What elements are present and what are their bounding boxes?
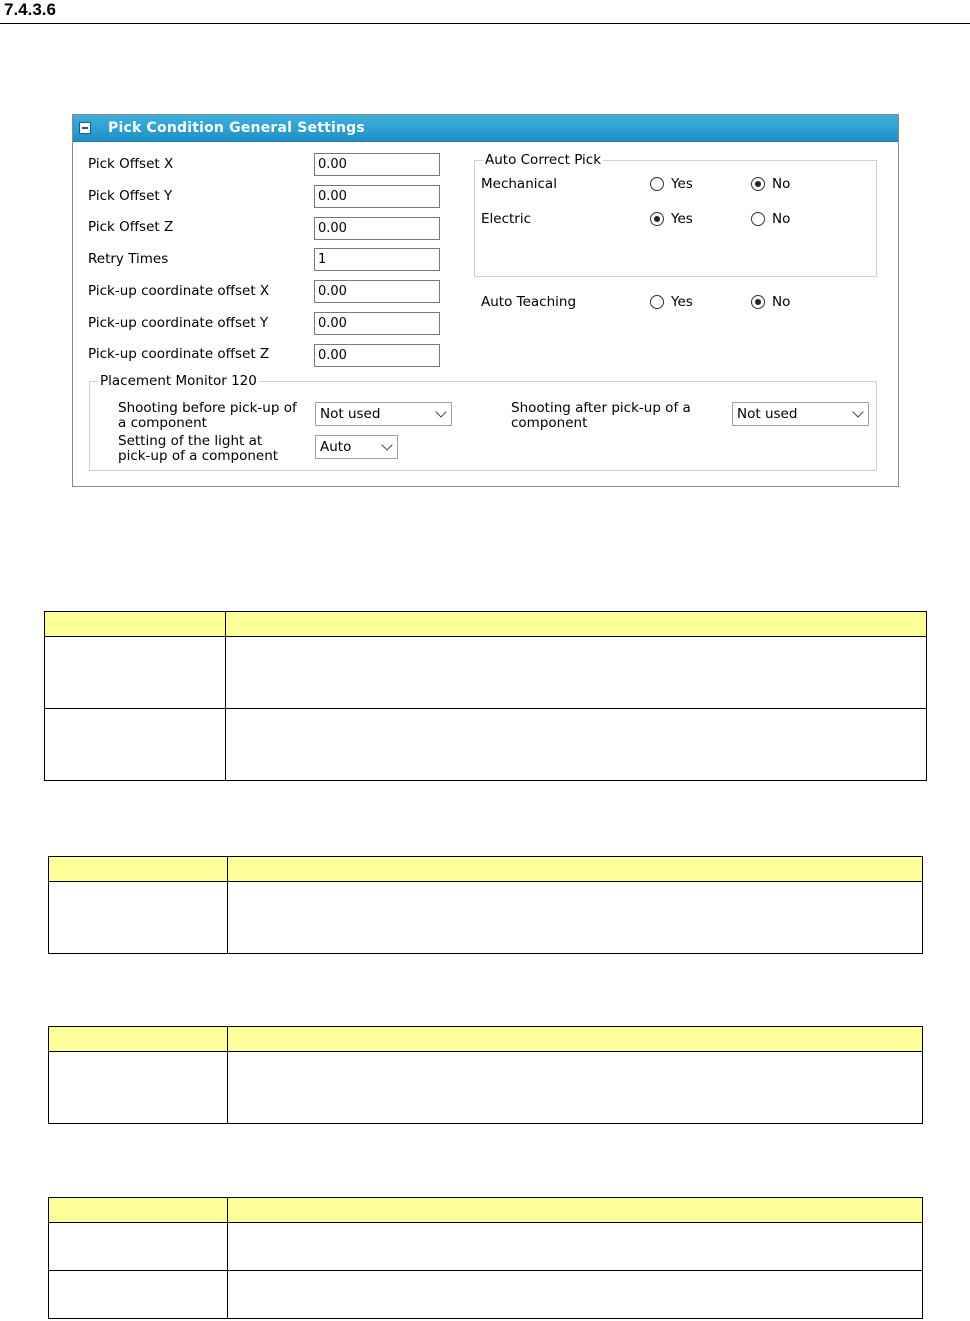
auto-teaching-yes-radio[interactable] [650, 294, 693, 310]
mechanical-no-radio[interactable] [751, 176, 790, 192]
mechanical-yes-radio[interactable] [650, 176, 693, 192]
shooting-before-label-line1: Shooting before pick-up of [118, 400, 297, 416]
electric-yes-radio[interactable] [650, 211, 693, 227]
table-header-row [45, 612, 927, 637]
table-cell [49, 1052, 228, 1124]
section-heading: 7.4.3.6 [4, 0, 56, 19]
table-cell [226, 637, 927, 709]
pickup-offset-x-input[interactable]: 0.00 [314, 280, 440, 303]
table-header-cell [49, 857, 228, 882]
retry-times-label: Retry Times [88, 251, 169, 267]
description-table-3 [48, 1026, 923, 1124]
radio-checked-icon [751, 177, 765, 191]
shooting-before-select[interactable] [315, 402, 452, 426]
radio-unchecked-icon [650, 177, 664, 191]
radio-label: Yes [671, 176, 693, 192]
table-cell [45, 637, 226, 709]
electric-no-radio[interactable] [751, 211, 790, 227]
table-header-cell [228, 1198, 923, 1223]
table-header-row [49, 857, 923, 882]
auto-correct-pick-legend: Auto Correct Pick [485, 152, 602, 168]
pick-offset-z-label: Pick Offset Z [88, 219, 174, 235]
light-setting-label [118, 434, 278, 464]
radio-checked-icon [751, 295, 765, 309]
table-cell [226, 709, 927, 781]
chevron-down-icon [852, 406, 863, 417]
auto-teaching-label: Auto Teaching [481, 294, 577, 310]
collapse-icon[interactable] [79, 122, 91, 134]
radio-label: No [772, 294, 791, 310]
pick-offset-z-input[interactable]: 0.00 [314, 217, 440, 240]
chevron-down-icon [435, 406, 446, 417]
pickup-offset-y-input[interactable]: 0.00 [314, 312, 440, 335]
table-row [45, 709, 927, 781]
radio-label: Yes [671, 211, 693, 227]
table-cell [45, 709, 226, 781]
table-header-cell [228, 857, 923, 882]
table-cell [228, 1223, 923, 1271]
pickup-offset-x-label: Pick-up coordinate offset X [88, 283, 270, 299]
mechanical-label: Mechanical [481, 176, 557, 192]
pick-condition-panel [72, 114, 899, 487]
table-cell [49, 1223, 228, 1271]
radio-label: No [772, 211, 791, 227]
shooting-after-label-line1: Shooting after pick-up of a [511, 400, 691, 416]
light-setting-label-line2: pick-up of a component [118, 448, 279, 464]
radio-unchecked-icon [650, 295, 664, 309]
table-header-cell [228, 1027, 923, 1052]
table-header-cell [226, 612, 927, 637]
pick-offset-x-input[interactable]: 0.00 [314, 153, 440, 176]
shooting-before-label-line2: a component [118, 415, 207, 431]
description-table-1 [44, 611, 927, 781]
table-row [49, 1052, 923, 1124]
table-header-cell [49, 1027, 228, 1052]
pick-offset-y-label: Pick Offset Y [88, 188, 173, 204]
pickup-offset-z-label: Pick-up coordinate offset Z [88, 346, 270, 362]
electric-label: Electric [481, 211, 532, 227]
auto-teaching-no-radio[interactable] [751, 294, 790, 310]
description-table-4 [48, 1197, 923, 1319]
radio-unchecked-icon [751, 212, 765, 226]
shooting-before-label [118, 401, 297, 431]
pick-offset-y-input[interactable]: 0.00 [314, 185, 440, 208]
table-row [49, 1223, 923, 1271]
table-header-cell [45, 612, 226, 637]
pickup-offset-z-input[interactable]: 0.00 [314, 344, 440, 367]
retry-times-input[interactable]: 1 [314, 248, 440, 271]
light-setting-value: Auto [320, 439, 352, 455]
pickup-offset-y-label: Pick-up coordinate offset Y [88, 315, 269, 331]
shooting-after-label [511, 401, 691, 431]
shooting-after-select[interactable] [732, 402, 869, 426]
placement-monitor-legend: Placement Monitor 120 [100, 373, 257, 389]
shooting-after-label-line2: component [511, 415, 588, 431]
table-header-cell [49, 1198, 228, 1223]
light-setting-select[interactable] [315, 435, 398, 459]
light-setting-label-line1: Setting of the light at [118, 433, 263, 449]
panel-title: Pick Condition General Settings [108, 120, 365, 136]
radio-checked-icon [650, 212, 664, 226]
table-row [49, 882, 923, 954]
chevron-down-icon [381, 439, 392, 450]
shooting-before-value: Not used [320, 406, 381, 422]
panel-header[interactable] [73, 115, 898, 142]
shooting-after-value: Not used [737, 406, 798, 422]
table-cell [228, 1271, 923, 1319]
heading-rule [0, 23, 970, 24]
table-cell [49, 882, 228, 954]
table-header-row [49, 1198, 923, 1223]
radio-label: Yes [671, 294, 693, 310]
table-row [49, 1271, 923, 1319]
radio-label: No [772, 176, 791, 192]
description-table-2 [48, 856, 923, 954]
pick-offset-x-label: Pick Offset X [88, 156, 174, 172]
table-header-row [49, 1027, 923, 1052]
table-row [45, 637, 927, 709]
table-cell [228, 882, 923, 954]
table-cell [49, 1271, 228, 1319]
table-cell [228, 1052, 923, 1124]
